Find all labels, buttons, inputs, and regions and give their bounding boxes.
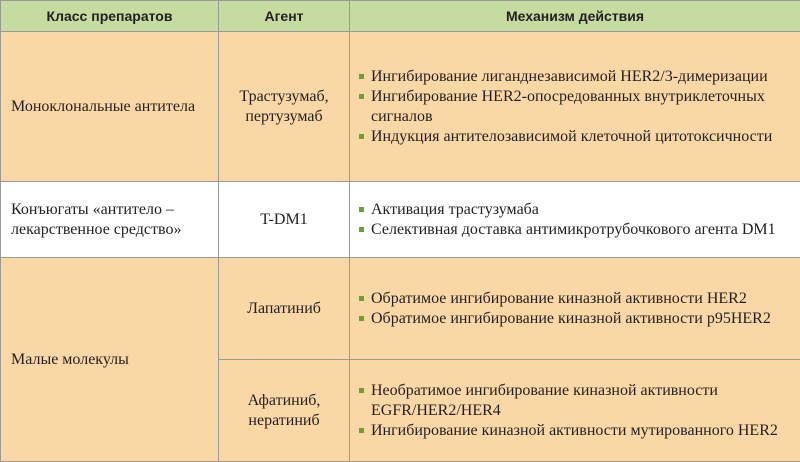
class-cell: Моноклональные антитела (1, 32, 219, 182)
class-cell: Малые молекулы (1, 258, 219, 462)
mechanism-cell (350, 182, 800, 258)
mechanism-item: Обратимое ингибирование киназной активности p95HER2 (358, 309, 800, 329)
mechanism-cell (350, 32, 800, 182)
table-header-row (1, 1, 800, 32)
agent-cell: Лапатиниб (219, 258, 350, 360)
mechanism-item: Ингибирование HER2-опосредованных внутриклеточных сигналов (358, 87, 800, 127)
header-agent: Агент (219, 1, 350, 32)
header-mechanism: Механизм действия (350, 1, 800, 32)
mechanism-item: Ингибирование киназной активности мутированного HER2 (358, 421, 800, 441)
mechanism-item: Обратимое ингибирование киназной активности HER2 (358, 289, 800, 309)
mechanism-item: Индукция антителозависимой клеточной цитотоксичности (358, 127, 800, 147)
mechanism-item: Селективная доставка антимикротрубочкового агента DM1 (358, 220, 800, 240)
header-class: Класс препаратов (1, 1, 219, 32)
table-row (1, 258, 800, 360)
mechanism-item: Ингибирование лиганднезависимой HER2/3-димеризации (358, 67, 800, 87)
agent-cell: Афатиниб, нератиниб (219, 360, 350, 462)
mechanism-item: Активация трастузумаба (358, 200, 800, 220)
table-row (1, 32, 800, 182)
agent-cell: Трастузумаб, пертузумаб (219, 32, 350, 182)
table-row (1, 182, 800, 258)
mechanism-cell (350, 360, 800, 462)
mechanism-cell (350, 258, 800, 360)
mechanism-item: Необратимое ингибирование киназной активности EGFR/HER2/HER4 (358, 381, 800, 421)
agent-cell: T-DM1 (219, 182, 350, 258)
class-cell: Конъюгаты «антитело – лекарственное средство» (1, 182, 219, 258)
